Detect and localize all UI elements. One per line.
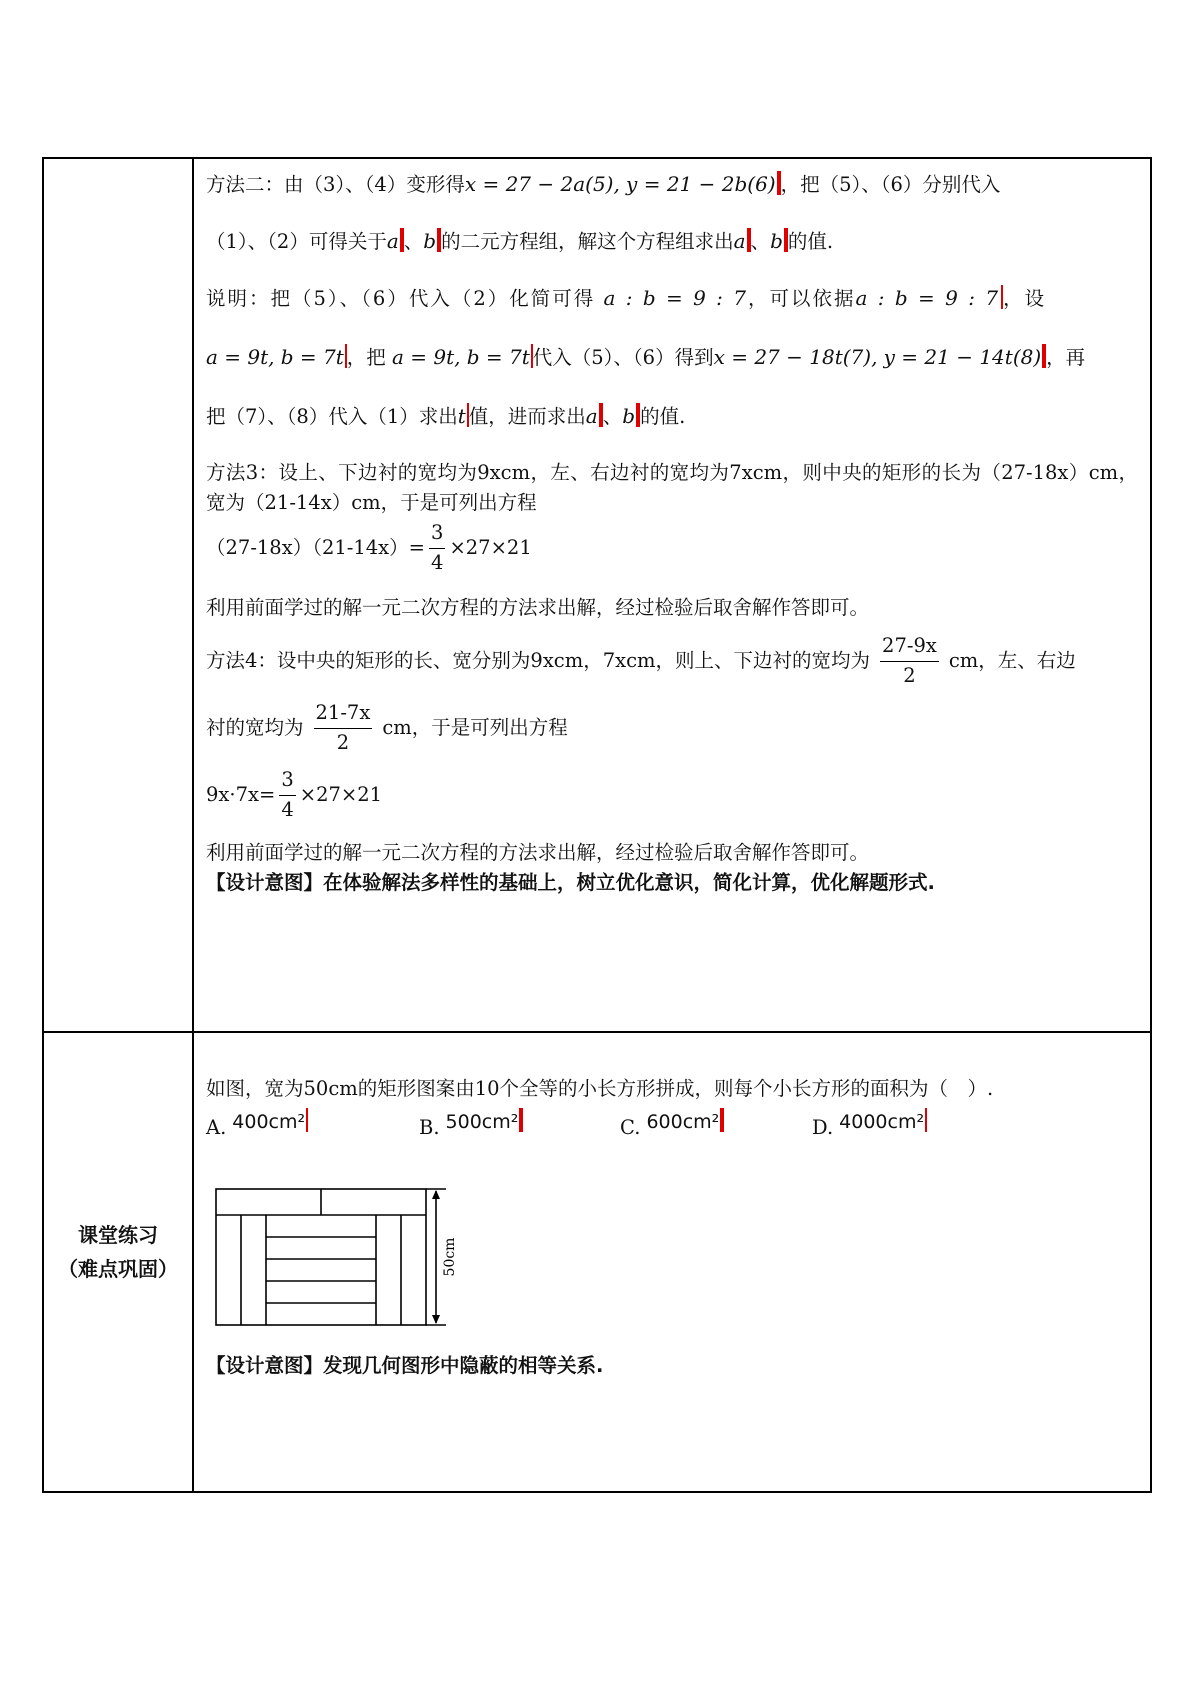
left-cell-empty xyxy=(43,158,193,1032)
fraction-27-9x-over-2: $\frac{27-9x}{2}$ xyxy=(882,634,937,687)
method4-solve: 利用前面学过的解一元二次方程的方法求出解，经过检验后取舍解作答即可。 xyxy=(206,841,870,864)
var-a: a xyxy=(733,229,746,253)
dimension-arrow-top xyxy=(432,1190,440,1199)
var-a: a xyxy=(386,229,399,253)
method2-line1: 方法二：由（3）、（4）变形得x = 27 − 2a(5), y = 21 − 2b(6) ，把（5）、（6）分别代入 xyxy=(206,172,1001,196)
equation-y-8: y = 21 − 14t(8) xyxy=(883,345,1042,369)
method3-solve: 利用前面学过的解一元二次方程的方法求出解，经过检验后取舍解作答即可。 xyxy=(206,596,870,619)
figure-dimension-label: 50cm xyxy=(442,1237,458,1277)
rectangle-pattern-figure xyxy=(214,1187,474,1337)
design-intent-1: 【设计意图】在体验解法多样性的基础上，树立优化意识，简化计算，优化解题形式. xyxy=(206,871,935,894)
method4-equation: 9x·7x= $\frac{3}{4}$ ×27×21 xyxy=(206,767,1138,824)
practice-question: 如图，宽为50cm的矩形图案由10个全等的小长方形拼成，则每个小长方形的面积为（ ）. xyxy=(206,1077,994,1100)
param-b: b = 7t xyxy=(466,345,530,369)
dimension-arrow-bottom xyxy=(432,1315,440,1324)
red-marker xyxy=(720,1108,724,1132)
param-a: a = 9t, xyxy=(391,345,461,369)
ratio-ab: a : b = 9 : 7 xyxy=(603,286,748,310)
section-label-line1: 课堂练习 xyxy=(78,1223,158,1247)
method4-line2: 衬的宽均为 $\frac{21-7x}{2}$ cm，于是可列出方程 xyxy=(206,700,1138,757)
red-marker xyxy=(306,1108,308,1132)
lesson-table xyxy=(42,157,1152,1493)
var-b: b xyxy=(770,229,783,253)
method3-equation: （27-18x）（21-14x）= $\frac{3}{4}$ ×27×21 xyxy=(206,520,1138,577)
fraction-three-quarters: $\frac{3}{4}$ xyxy=(431,521,444,574)
section-label-cell xyxy=(43,1032,193,1492)
methods-cell xyxy=(193,158,1151,1032)
var-t: t xyxy=(457,404,466,428)
param-a: a = 9t, xyxy=(206,345,275,369)
param-b: b = 7t xyxy=(280,345,344,369)
fraction-three-quarters: $\frac{3}{4}$ xyxy=(281,768,294,821)
explanation-line1: 说明：把（5）、（6）代入（2）化简可得 a : b = 9 : 7，可以依据a : b = 9 : 7 ，设 xyxy=(206,286,1047,310)
equation-y-6: y = 21 − 2b(6) xyxy=(626,172,776,196)
option-b: B. 500cm² xyxy=(419,1113,523,1143)
explanation-line2: a = 9t, b = 7t ，把 a = 9t, b = 7t 代入（5）、（6）得到x = 27 − 18t(7), y = 21 − 14t(8) ，再 xyxy=(206,345,1086,369)
option-d: D. 4000cm² xyxy=(812,1113,927,1143)
section-label-line2: （难点巩固） xyxy=(58,1257,178,1281)
fraction-21-7x-over-2: $\frac{21-7x}{2}$ xyxy=(315,701,371,754)
practice-cell xyxy=(193,1032,1151,1492)
var-b: b xyxy=(622,404,636,428)
design-intent-2: 【设计意图】发现几何图形中隐蔽的相等关系. xyxy=(206,1354,604,1377)
answer-options xyxy=(206,1113,1138,1153)
red-marker xyxy=(519,1108,523,1132)
method4-line1: 方法4：设中央的矩形的长、宽分别为9xcm，7xcm，则上、下边衬的宽均为 $\frac{27-9x}{2}$ cm，左、右边 xyxy=(206,633,1138,690)
option-c: C. 600cm² xyxy=(620,1113,724,1143)
var-b: b xyxy=(423,229,437,253)
equation-x-7: x = 27 − 18t(7), xyxy=(713,345,878,369)
equation-x-5: x = 27 − 2a(5), xyxy=(464,172,620,196)
red-marker xyxy=(925,1108,927,1132)
option-a: A. 400cm² xyxy=(206,1113,308,1143)
var-a: a xyxy=(585,404,598,428)
explanation-line3: 把（7）、（8）代入（1）求出t 值，进而求出a 、b 的值. xyxy=(206,404,686,428)
ratio-ab: a : b = 9 : 7 xyxy=(855,286,1001,310)
method3-text: 方法3：设上、下边衬的宽均为9xcm，左、右边衬的宽均为7xcm，则中央的矩形的长为（27-18x）cm，宽为（21-14x）cm，于是可列出方程 xyxy=(206,461,1138,514)
method2-line2: （1）、（2）可得关于a 、b 的二元方程组，解这个方程组求出a 、b 的值. xyxy=(206,229,834,253)
